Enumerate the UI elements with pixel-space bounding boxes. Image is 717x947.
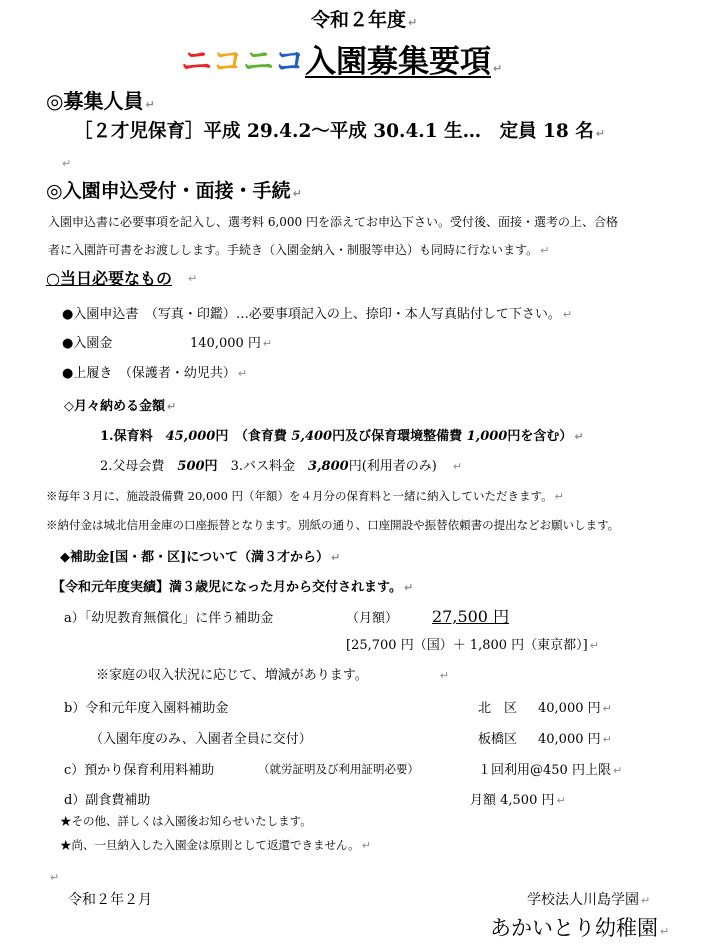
needs-heading: ○当日必要なもの (46, 269, 172, 288)
footer-note-2: ★尚、一旦納入した入園金は原則として返還できません。 ↵ (60, 838, 371, 852)
para-mark: ↵ (188, 272, 198, 285)
subsidy-a-breakdown: [25,700 円（国）＋ 1,800 円（東京都）] ↵ (346, 638, 599, 653)
monthly-line-1: 1.保育料 45,000円 （食育費 5,400円及び保育環境整備費 1,000円を含む） ↵ (100, 429, 584, 444)
subsidy-record: 【令和元年度実績】満３歳児になった月から交付されます。 ↵ (52, 580, 414, 595)
apply-heading: ◎入園申込受付・面接・手続 ↵ (46, 180, 302, 202)
needs-item-1: ●入園申込書 （写真・印鑑）…必要事項記入の上、捺印・本人写真貼付して下さい。 ↵ (62, 307, 573, 322)
footer-date: 令和２年２月 (68, 892, 152, 908)
title-char: コ (274, 44, 305, 80)
monthly-heading: ◇月々納める金額 ↵ (64, 399, 177, 414)
note-1: ※毎年３月に、施設設備費 20,000 円（年額）を４月分の保育料と一緒に納入していただきます。 ↵ (46, 489, 564, 503)
empty-para: ↵ (50, 871, 60, 884)
subsidy-b-label: b）令和元年度入園料補助金 (64, 701, 229, 716)
needs-item-3: ●上履き （保護者・幼児共） ↵ (62, 366, 248, 381)
title-char: コ (212, 44, 243, 80)
apply-para-2: 者に入園許可書をお渡しします。手続き（入園金納入・制服等申込）も同時に行ないます。 ↵ (48, 243, 550, 257)
title-text: 入園募集要項 (305, 44, 491, 80)
empty-para: ↵ (62, 157, 72, 170)
subsidy-c-value: １回利用@450 円上限 ↵ (478, 763, 623, 778)
subsidy-d-label: d）副食費補助 (64, 793, 151, 808)
subsidy-d-value: 月額 4,500 円 ↵ (470, 793, 566, 808)
recruit-line: ［２才児保育］平成 29.4.2～平成 30.4.1 生… 定員 18 名 ↵ (74, 121, 605, 142)
apply-para-1: 入園申込書に必要事項を記入し、選考料 6,000 円を添えてお申込下さい。受付後、面接・選考の上、合格 (48, 215, 618, 229)
subsidy-a-label: a）「幼児教育無償化」に伴う補助金 (64, 611, 274, 626)
recruit-heading: ◎募集人員 ↵ (46, 89, 155, 113)
subsidy-a-unit: （月額） (346, 611, 399, 626)
subsidy-b-v1: 40,000 円 ↵ (538, 701, 612, 716)
page-title: ニコニコ入園募集要項 ↵ (181, 36, 502, 81)
subsidy-c-label: c）預かり保育利用料補助 (64, 763, 215, 778)
subsidy-b-v1-label: 北 区 (478, 701, 518, 716)
subsidy-heading: ◆補助金[国・都・区]について（満３才から） ↵ (60, 550, 341, 565)
subsidy-a-note: ※家庭の収入状況に応じて、増減があります。 ↵ (96, 668, 449, 683)
page-year: 令和２年度 ↵ (311, 9, 418, 31)
note-2: ※納付金は城北信用金庫の口座振替となります。別紙の通り、口座開設や振替依頼書の提出などお願いします。 (46, 518, 620, 532)
subsidy-b-sub: （入園年度のみ、入園者全員に交付） (90, 732, 312, 747)
title-char: ニ (181, 44, 212, 80)
footer-note-1: ★その他、詳しくは入園後お知らせいたします。 (60, 814, 312, 828)
subsidy-c-sub: （就労証明及び利用証明必要） (258, 762, 419, 776)
monthly-line-2: 2.父母会費 500円 3.バス料金 3,800円(利用者のみ) ↵ (100, 459, 463, 474)
title-char: ニ (243, 44, 274, 80)
subsidy-b-v2: 40,000 円 ↵ (538, 732, 612, 747)
needs-item-2-value: 140,000 円 ↵ (190, 336, 273, 351)
footer-org: 学校法人川島学園 ↵ (527, 892, 651, 908)
footer-school: あかいとり幼稚園 ↵ (490, 916, 670, 940)
needs-item-2-label: ●入園金 (62, 336, 113, 351)
subsidy-a-amount: 27,500 円 (432, 607, 510, 626)
subsidy-b-v2-label: 板橋区 (478, 732, 518, 747)
